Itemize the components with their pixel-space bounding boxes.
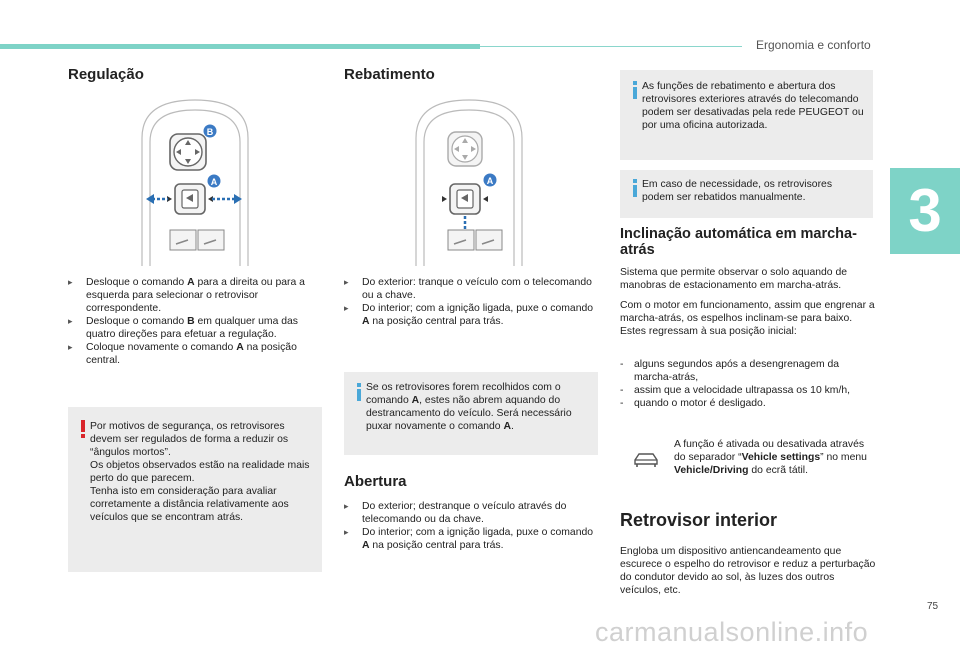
mirror-control-figure — [138, 98, 253, 266]
warning-exclamation-icon — [76, 419, 90, 439]
chapter-tab: 3 — [890, 168, 960, 254]
regulacao-steps — [68, 276, 324, 367]
header-rule — [480, 46, 742, 47]
warning-line: Por motivos de segurança, os retrovisores devem ser regulados de forma a reduzir os “ângulos mortos”. — [90, 421, 289, 458]
arrow-bullet-icon: ▸ — [344, 277, 349, 287]
list-item: ▸ Do interior; com a ignição ligada, puxe o comando A na posição central para trás. — [344, 527, 594, 551]
info-box — [344, 372, 598, 455]
callout-a: A — [486, 176, 494, 186]
info-icon — [352, 382, 366, 402]
list-item: ▸ Desloque o comando B em qualquer uma das quatro direções para efetuar a regulação. — [68, 316, 298, 340]
page-number: 75 — [927, 601, 939, 612]
arrow-bullet-icon: ▸ — [344, 501, 349, 511]
list-item: ▸ Do exterior; destranque o veículo através do telecomando ou da chave. — [344, 501, 567, 525]
heading-regulacao: Regulação — [68, 66, 144, 83]
arrow-bullet-icon: ▸ — [344, 303, 349, 313]
heading-rebatimento: Rebatimento — [344, 66, 435, 83]
paragraph: Com o motor em funcionamento, assim que engrenar a marcha-atrás, os espelhos inclinam-se para baixo. Estes regressam à sua posição inicial: — [620, 300, 875, 337]
warning-line: Os objetos observados estão na realidade mais perto do que parecem. — [90, 460, 310, 484]
arrow-bullet-icon: ▸ — [68, 277, 73, 287]
info-icon — [628, 178, 642, 198]
heading-retrovisor-interior: Retrovisor interior — [620, 510, 778, 530]
callout-a: A — [210, 177, 218, 187]
paragraph: Sistema que permite observar o solo aquando de manobras de estacionamento em marcha-atrás. — [620, 267, 848, 291]
info-text: As funções de rebatimento e abertura dos retrovisores exteriores através do telecomando podem ser desativadas pela rede PEUGEOT ou por uma oficina autorizada. — [642, 81, 864, 131]
info-text: Se os retrovisores forem recolhidos com o comando A, estes não abrem aquando do destrancamento do veículo. Será necessário puxar novamente o comando A. — [366, 382, 572, 432]
list-item: - alguns segundos após a desengrenagem da marcha-atrás, — [620, 359, 840, 383]
list-item: ▸ Do exterior: tranque o veículo com o telecomando ou a chave. — [344, 277, 592, 301]
list-item: - quando o motor é desligado. — [620, 398, 766, 409]
heading-inclinacao: Inclinação automática em marcha-atrás — [620, 226, 857, 258]
rebatimento-steps — [344, 276, 600, 328]
heading-abertura: Abertura — [344, 473, 407, 490]
arrow-bullet-icon: ▸ — [68, 342, 73, 352]
list-item: - assim que a velocidade ultrapassa os 10 km/h, — [620, 385, 851, 396]
info-text: Em caso de necessidade, os retrovisores podem ser rebatidos manualmente. — [642, 179, 833, 203]
info-box — [620, 170, 873, 218]
warning-line: Tenha isto em consideração para avaliar corretamente a distância relativamente aos veículos que se encontram atrás. — [90, 486, 289, 523]
info-box — [620, 70, 873, 160]
paragraph: Engloba um dispositivo antiencandeamento que escurece o espelho do retrovisor e reduz a perturbação do condutor devido ao sol, às luzes dos outros veículos, etc. — [620, 546, 876, 596]
mirror-fold-figure — [412, 98, 527, 266]
section-title: Ergonomia e conforto — [756, 38, 871, 52]
car-settings-icon — [632, 450, 660, 470]
arrow-bullet-icon: ▸ — [68, 316, 73, 326]
warning-box — [68, 407, 322, 572]
reset-conditions — [620, 358, 876, 410]
callout-b: B — [206, 127, 214, 137]
list-item: ▸ Desloque o comando A para a direita ou para a esquerda para selecionar o retrovisor correspondente. — [68, 277, 305, 314]
touchscreen-note: A função é ativada ou desativada através do separador “Vehicle settings” no menu Vehicle/Driving do ecrã tátil. — [674, 439, 867, 476]
info-icon — [628, 80, 642, 100]
list-item: ▸ Do interior; com a ignição ligada, puxe o comando A na posição central para trás. — [344, 303, 594, 327]
list-item: ▸ Coloque novamente o comando A na posição central. — [68, 342, 297, 366]
watermark: carmanualsonline.info — [595, 617, 869, 647]
abertura-steps — [344, 500, 600, 552]
arrow-bullet-icon: ▸ — [344, 527, 349, 537]
header-accent-bar — [0, 44, 480, 49]
